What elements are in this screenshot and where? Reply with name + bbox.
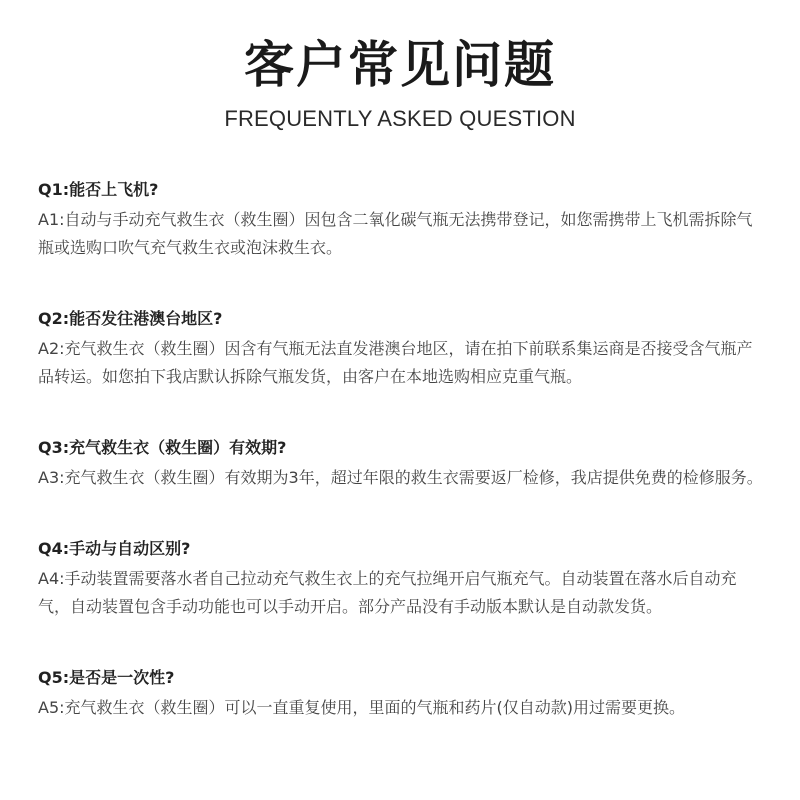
faq-item-3 (38, 434, 764, 492)
page-subtitle: FREQUENTLY ASKED QUESTION (224, 106, 576, 131)
faq-answer: A1:自动与手动充气救生衣（救生圈）因包含二氧化碳气瓶无法携带登记，如您需携带上飞机需拆除气瓶或选购口吹气充气救生衣或泡沫救生衣。 (38, 210, 753, 257)
page-header (0, 32, 800, 134)
faq-answer: A3:充气救生衣（救生圈）有效期为3年，超过年限的救生衣需要返厂检修，我店提供免费的检修服务。 (38, 468, 763, 487)
faq-list (38, 176, 764, 765)
faq-item-4 (38, 535, 764, 621)
faq-question: Q4:手动与自动区别? (38, 539, 191, 558)
faq-question: Q5:是否是一次性? (38, 668, 175, 687)
faq-question: Q3:充气救生衣（救生圈）有效期? (38, 438, 287, 457)
faq-item-1 (38, 176, 764, 262)
faq-question: Q2:能否发往港澳台地区? (38, 309, 223, 328)
faq-answer: A4:手动装置需要落水者自己拉动充气救生衣上的充气拉绳开启气瓶充气。自动装置在落水后自动充气，自动装置包含手动功能也可以手动开启。部分产品没有手动版本默认是自动款发货。 (38, 569, 737, 616)
faq-question: Q1:能否上飞机? (38, 180, 159, 199)
faq-item-2 (38, 305, 764, 391)
faq-item-5 (38, 664, 764, 722)
faq-answer: A2:充气救生衣（救生圈）因含有气瓶无法直发港澳台地区，请在拍下前联系集运商是否接受含气瓶产品转运。如您拍下我店默认拆除气瓶发货，由客户在本地选购相应克重气瓶。 (38, 339, 753, 386)
faq-answer: A5:充气救生衣（救生圈）可以一直重复使用，里面的气瓶和药片(仅自动款)用过需要更换。 (38, 698, 686, 717)
page-title: 客户常见问题 (244, 36, 556, 94)
